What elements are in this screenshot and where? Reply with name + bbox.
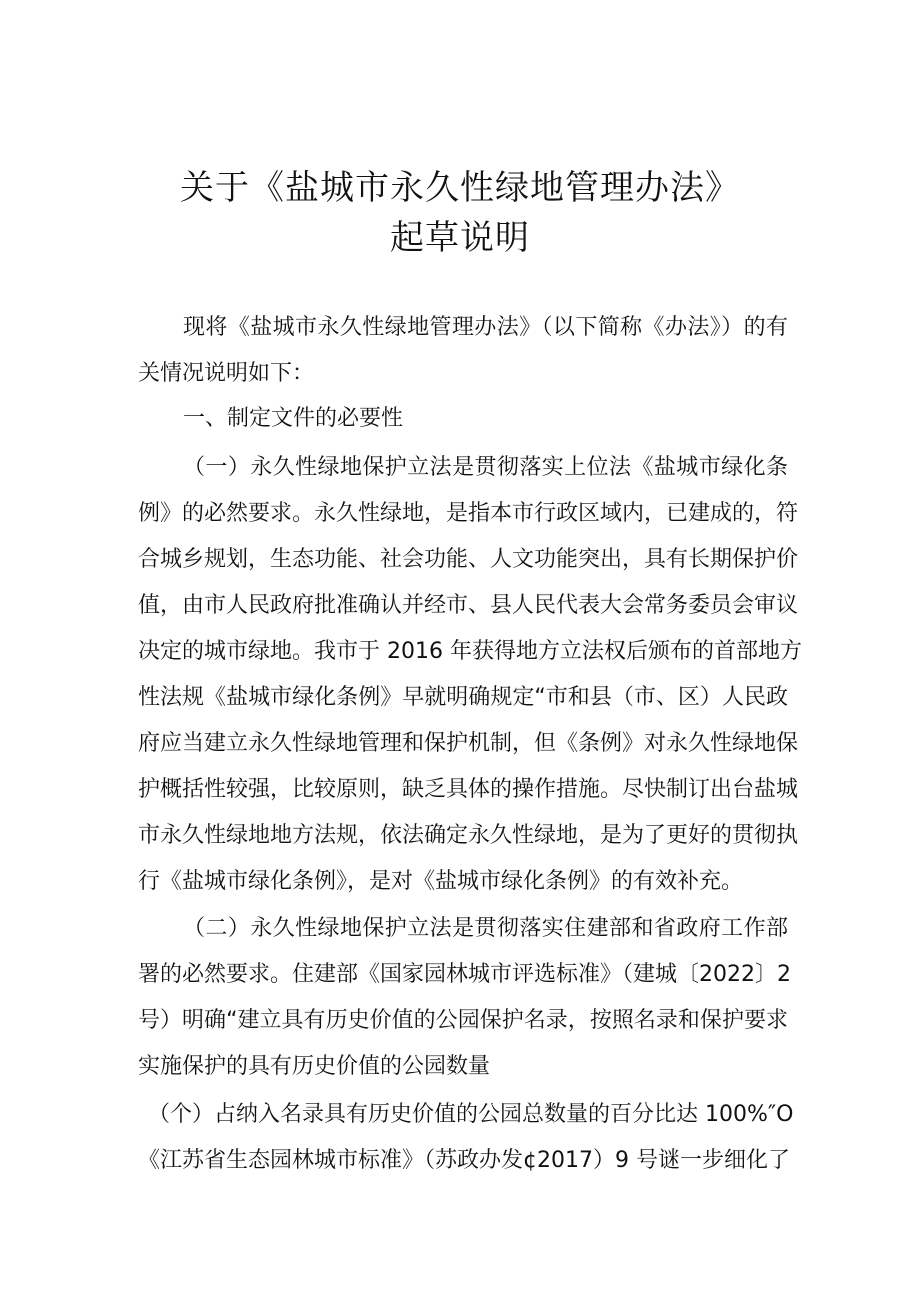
intro-line-2: 关情况说明如下： [138, 361, 315, 386]
para1-line-9: 市永久性绿地地方法规，依法确定永久性绿地，是为了更好的贯彻执 [138, 823, 799, 848]
ocr-line-2: 《江苏省生态园林城市标准》（苏政办发¢2017）9 号谜一步细化了 [138, 1148, 790, 1173]
para1-line-8: 护概括性较强，比较原则，缺乏具体的操作措施。尽快制订出台盐城 [138, 777, 799, 802]
para1-line-7: 府应当建立永久性绿地管理和保护机制，但《条例》对永久性绿地保 [138, 731, 799, 756]
para2-line-3: 号）明确“建立具有历史价值的公园保护名录，按照名录和保护要求 [138, 1008, 788, 1033]
para1-line-3: 合城乡规划，生态功能、社会功能、人文功能突出，具有长期保护价 [138, 547, 799, 572]
para2-line-4: 实施保护的具有历史价值的公园数量 [138, 1054, 491, 1079]
section-heading: 一、制定文件的必要性 [183, 406, 404, 431]
document-subtitle: 起草说明 [390, 218, 530, 258]
para1-line-10: 行《盐城市绿化条例》，是对《盐城市绿化条例》的有效补充。 [138, 869, 744, 894]
para1-line-5: 决定的城市绿地。我市于 2016 年获得地方立法权后颁布的首部地方 [138, 639, 802, 664]
ocr-line-1: （个）占纳入名录具有历史价值的公园总数量的百分比达 100%″O [148, 1102, 794, 1127]
para2-line-1: （二）永久性绿地保护立法是贯彻落实住建部和省政府工作部 [183, 916, 788, 941]
intro-line-1: 现将《盐城市永久性绿地管理办法》（以下简称《办法》）的有 [183, 315, 788, 340]
document-title: 关于《盐城市永久性绿地管理办法》 [180, 168, 740, 208]
para1-line-4: 值，由市人民政府批准确认并经市、县人民代表大会常务委员会审议 [138, 593, 799, 618]
para2-line-2: 署的必然要求。住建部《国家园林城市评选标准》（建城〔2022〕2 [138, 962, 791, 987]
para1-line-1: （一）永久性绿地保护立法是贯彻落实上位法《盐城市绿化条 [183, 455, 788, 480]
para1-line-2: 例》的必然要求。永久性绿地，是指本市行政区域内，已建成的，符 [138, 501, 799, 526]
para1-line-6: 性法规《盐城市绿化条例》早就明确规定“市和县（市、区）人民政 [138, 685, 788, 710]
